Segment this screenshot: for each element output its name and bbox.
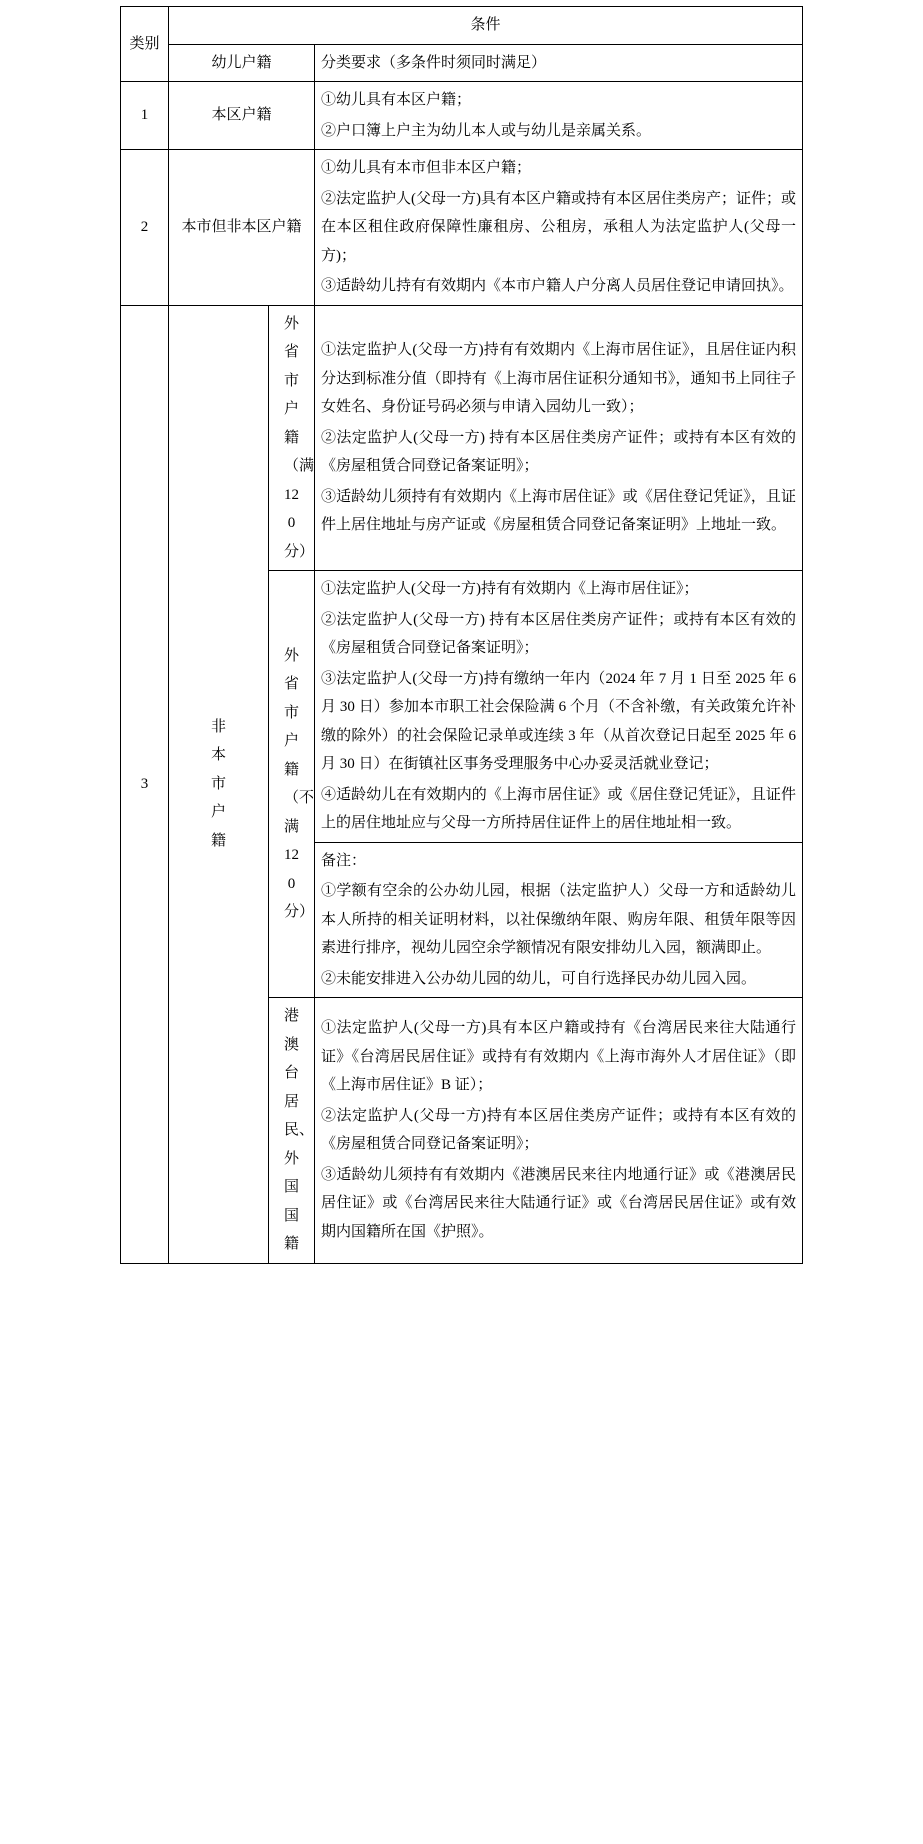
subcategory-vertical-text: 港澳台居民、外国国籍 — [283, 1008, 314, 1252]
requirement-line: ①幼儿具有本区户籍； — [320, 92, 471, 108]
notes-title: 备注： — [320, 852, 366, 869]
table-header-row-1 — [120, 7, 802, 45]
cell-requirement — [314, 571, 802, 843]
requirement-line: ②法定监护人(父母一方)具有本区户籍或持有本区居住类房产；证件；或在本区租住政府保障性廉租房、公租房，承租人为法定监护人(父母一方)； — [320, 190, 797, 264]
requirement-line: ②法定监护人(父母一方)持有本区居住类房产证件；或持有本区有效的《房屋租赁合同登记备案证明》； — [320, 1107, 797, 1153]
table-row — [120, 150, 802, 306]
cell-household: 本市但非本区户籍 — [168, 150, 314, 306]
household-vertical-text: 非本市户籍 — [210, 718, 226, 849]
header-household: 幼儿户籍 — [168, 44, 314, 82]
cell-requirement-notes — [314, 842, 802, 998]
requirement-line: ①法定监护人(父母一方)持有有效期内《上海市居住证》； — [320, 581, 699, 597]
cell-subcategory — [268, 305, 314, 571]
cell-category: 1 — [120, 82, 168, 150]
subcategory-vertical-text: 外省市户籍（满120分） — [283, 315, 314, 560]
notes-line: ②未能安排进入公办幼儿园的幼儿，可自行选择民办幼儿园入园。 — [320, 970, 756, 987]
enrollment-condition-table — [120, 6, 803, 1264]
header-condition: 条件 — [168, 7, 802, 45]
cell-category: 2 — [120, 150, 168, 306]
header-category: 类别 — [120, 7, 168, 82]
requirement-line: ③适龄幼儿须持有有效期内《上海市居住证》或《居住登记凭证》，且证件上居住地址与房产证或《房屋租赁合同登记备案证明》上地址一致。 — [320, 488, 797, 533]
requirement-line: ②法定监护人(父母一方) 持有本区居住类房产证件；或持有本区有效的《房屋租赁合同登记备案证明》； — [320, 429, 797, 474]
requirement-line: ②户口簿上户主为幼儿本人或与幼儿是亲属关系。 — [320, 122, 651, 139]
cell-subcategory — [268, 571, 314, 998]
requirement-line: ③适龄幼儿须持有有效期内《港澳居民来往内地通行证》或《港澳居民居住证》或《台湾居民来往大陆通行证》或《台湾居民居住证》或有效期内国籍所在国《护照》。 — [320, 1166, 797, 1240]
cell-category: 3 — [120, 305, 168, 1263]
requirement-line: ①法定监护人(父母一方)持有有效期内《上海市居住证》，且居住证内积分达到标准分值（即持有《上海市居住证积分通知书》，通知书上同往子女姓名、身份证号码必须与申请入园幼儿一致）； — [320, 342, 797, 415]
cell-household — [168, 305, 268, 1263]
header-requirement: 分类要求（多条件时须同时满足） — [314, 44, 802, 82]
requirement-line: ③适龄幼儿持有有效期内《本市户籍人户分离人员居住登记申请回执》。 — [320, 278, 794, 294]
cell-subcategory — [268, 998, 314, 1264]
subcategory-vertical-text: 外省市户籍（不满120分） — [283, 647, 314, 920]
table-row — [120, 82, 802, 150]
requirement-line: ①法定监护人(父母一方)具有本区户籍或持有《台湾居民来往大陆通行证》《台湾居民居住证》或持有有效期内《上海市海外人才居住证》（即《上海市居住证》B 证）； — [320, 1020, 797, 1094]
requirement-line: ④适龄幼儿在有效期内的《上海市居住证》或《居住登记凭证》，且证件上的居住地址应与父母一方所持居住证件上的居住地址相一致。 — [320, 786, 797, 831]
cell-household: 本区户籍 — [168, 82, 314, 150]
requirement-line: ②法定监护人(父母一方) 持有本区居住类房产证件；或持有本区有效的《房屋租赁合同登记备案证明》； — [320, 611, 797, 656]
requirement-line: ①幼儿具有本市但非本区户籍； — [320, 160, 531, 176]
notes-line: ①学额有空余的公办幼儿园，根据（法定监护人）父母一方和适龄幼儿本人所持的相关证明材料，以社保缴纳年限、购房年限、租赁年限等因素进行排序，视幼儿园空余学额情况有限安排幼儿入园，额满即止。 — [320, 883, 797, 956]
table-header-row-2 — [120, 44, 802, 82]
cell-requirement — [314, 82, 802, 150]
table-row — [120, 305, 802, 571]
cell-requirement — [314, 305, 802, 571]
cell-requirement — [314, 998, 802, 1264]
cell-requirement — [314, 150, 802, 306]
requirement-line: ③法定监护人(父母一方)持有缴纳一年内（2024 年 7 月 1 日至 2025 年 6 月 30 日）参加本市职工社会保险满 6 个月（不含补缴，有关政策允许补缴的除外）的社会保险记录单或连续 3 年（从首次登记日起至 2025 年 6 月 30 日）在街镇社区事务受理服务中心办妥灵活就业登记； — [320, 670, 797, 772]
